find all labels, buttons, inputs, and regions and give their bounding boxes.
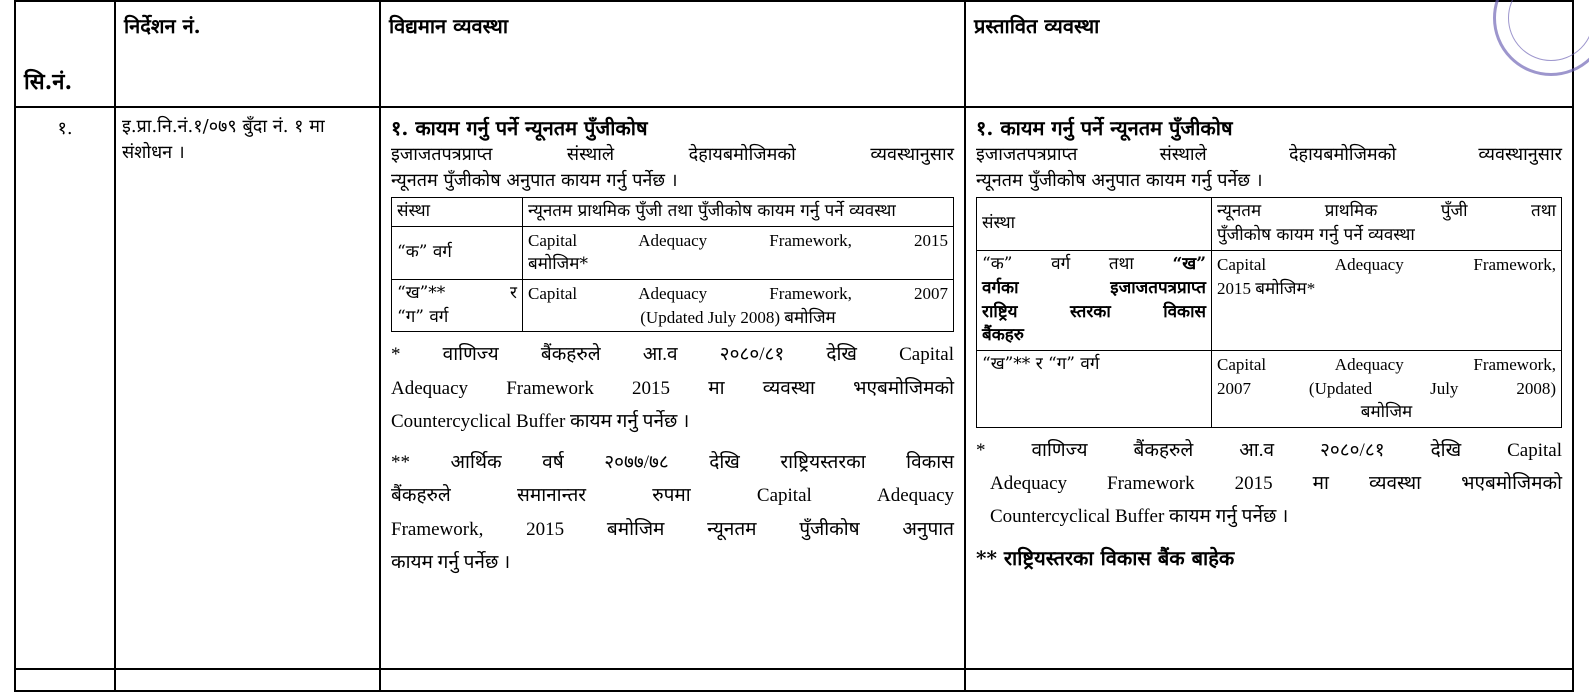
existing-footnote-1-line3: Countercyclical Buffer कायम गर्नु पर्नेछ । [391,410,690,432]
table-row-next [15,669,1573,691]
existing-class-a-req-line2: बमोजिम* [528,254,588,275]
proposed-class-a-label: “क” वर्ग तथा [982,254,1134,275]
proposed-footnote-1-line3: Countercyclical Buffer कायम गर्नु पर्नेछ । [990,506,1289,528]
header-proposed-provision: प्रस्तावित व्यवस्था [965,1,1573,107]
proposed-table-class-a-b [977,251,1212,351]
existing-class-b-line1: “ख”** र [397,282,517,303]
proposed-class-a-line2: वर्गका इजाजतपत्रप्राप्त [982,277,1206,298]
proposed-header-req-line2: पुँजीकोष कायम गर्नु पर्ने व्यवस्था [1217,225,1415,246]
proposed-table-class-b-c-requirement [1212,351,1562,427]
comparison-table [14,0,1574,692]
existing-table-class-b-c [392,279,523,332]
existing-table-class-b-c-requirement [523,279,954,332]
existing-class-a-req-line1: Capital Adequacy Framework, 2015 [528,231,948,251]
proposed-class-a-req-line1: Capital Adequacy Framework, [1217,255,1556,275]
proposed-table-class-a-b-requirement [1212,251,1562,351]
proposed-class-b-req-line1: Capital Adequacy Framework, [1217,355,1556,375]
existing-footnote-2-line3: Framework, 2015 बमोजिम न्यूनतम पुँजीकोष अनुपात [391,518,954,540]
header-existing-provision: विद्यमान व्यवस्था [380,1,965,107]
proposed-class-b-label: “ख” [1172,254,1206,275]
existing-intro-line2: न्यूनतम पुँजीकोष अनुपात कायम गर्नु पर्नेछ । [391,169,678,191]
proposed-intro-line2: न्यूनतम पुँजीकोष अनुपात कायम गर्नु पर्नेछ । [976,169,1263,191]
existing-footnote-2-line2: बैंकहरुले समानान्तर रुपमा Capital Adequacy [391,485,954,507]
proposed-footnote-1-line1: * वाणिज्य बैंकहरुले आ.व २०८०/८१ देखि Capital [976,439,1562,461]
proposed-class-b-req-line3: बमोजिम [1360,401,1413,422]
proposed-table-class-b-c: “ख”** र “ग” वर्ग [977,351,1212,427]
existing-class-b-req-line1: Capital Adequacy Framework, 2007 [528,283,948,303]
row-serial-number: १. [15,107,115,669]
header-serial-number: सि.नं. [15,1,115,107]
existing-table-header-institution: संस्था [392,198,523,227]
header-directive-number: निर्देशन नं. [115,1,380,107]
proposed-header-req-line1: न्यूनतम प्राथमिक पुँजी तथा [1217,201,1556,222]
proposed-class-b-req-line2: 2007 (Updated July 2008) [1217,379,1556,399]
proposed-class-a-line3: राष्ट्रिय स्तरका विकास [982,301,1206,322]
proposed-class-a-req-line2: 2015 बमोजिम* [1217,278,1316,298]
table-row [15,107,1573,669]
existing-section-title: १. कायम गर्नु पर्ने न्यूनतम पुँजीकोष [391,116,648,140]
existing-capital-table [391,197,954,332]
proposed-capital-table [976,197,1562,427]
existing-footnote-1 [391,338,954,438]
header-row [15,1,1573,107]
existing-footnote-1-line2: Adequacy Framework 2015 मा व्यवस्था भएबमोजिमको [391,377,954,399]
proposed-footnote-1-line2: Adequacy Framework 2015 मा व्यवस्था भएबमोजिमको [990,472,1562,494]
proposed-table-header-institution: संस्था [977,198,1212,251]
proposed-footnote-2: ** राष्ट्रियस्तरका विकास बैंक बाहेक [976,546,1235,571]
proposed-intro-line1: इजाजतपत्रप्राप्त संस्थाले देहायबमोजिमको व्यवस्थानुसार [976,144,1562,166]
existing-footnote-2-line1: ** आर्थिक वर्ष २०७७/७८ देखि राष्ट्रियस्तरका विकास [391,452,954,474]
proposed-footnote-1 [976,434,1562,534]
existing-intro-line1: इजाजतपत्रप्राप्त संस्थाले देहायबमोजिमको व्यवस्थानुसार [391,144,954,166]
existing-footnote-2 [391,446,954,579]
proposed-section-title: १. कायम गर्नु पर्ने न्यूनतम पुँजीकोष [976,116,1233,140]
existing-class-b-req-line2: (Updated July 2008) बमोजिम [640,307,836,327]
existing-footnote-1-line1: * वाणिज्य बैंकहरुले आ.व २०८०/८१ देखि Capital [391,344,954,366]
existing-provision-cell [380,107,965,669]
row-directive-reference: इ.प्रा.नि.नं.१/०७९ बुँदा नं. १ मा संशोधन । [115,107,380,669]
existing-table-class-a-requirement [523,227,954,280]
existing-table-class-a: “क” वर्ग [392,227,523,280]
proposed-table-header-requirement [1212,198,1562,251]
proposed-provision-cell [965,107,1573,669]
existing-table-header-requirement: न्यूनतम प्राथमिक पुँजी तथा पुँजीकोष कायम गर्नु पर्ने व्यवस्था [523,198,954,227]
proposed-class-a-line4: बैंकहरु [982,325,1024,346]
existing-class-b-line2: “ग” वर्ग [397,306,449,327]
existing-footnote-2-line4: कायम गर्नु पर्नेछ । [391,551,511,573]
